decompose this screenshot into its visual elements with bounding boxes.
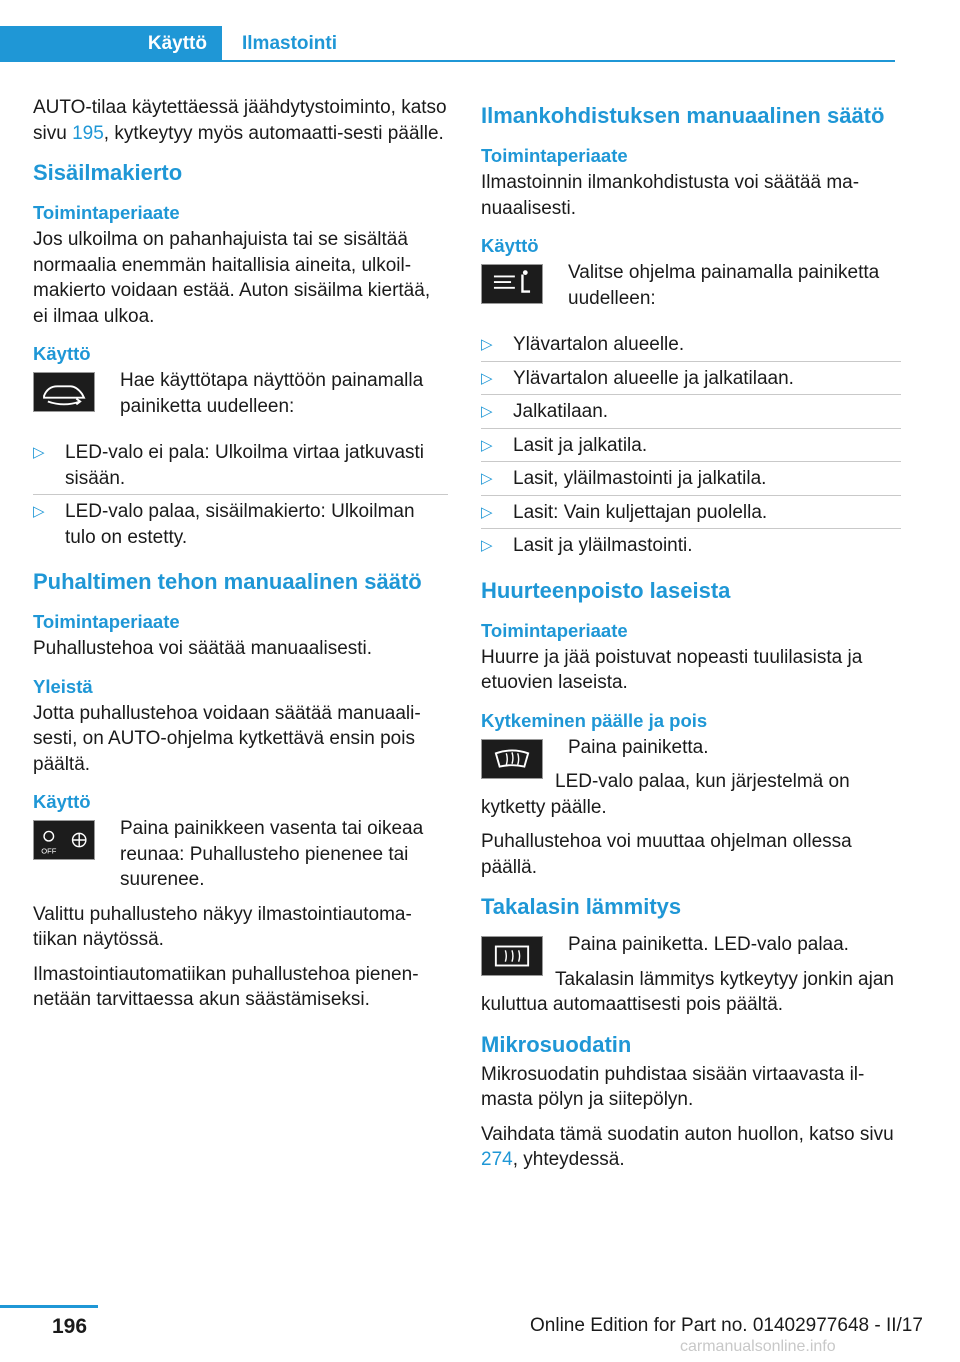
recirc-use-heading: Käyttö: [33, 343, 91, 364]
header-tab-active[interactable]: Käyttö: [0, 26, 222, 62]
defrost-switch-heading: Kytkeminen päälle ja pois: [481, 709, 708, 731]
header-tab-other[interactable]: Ilmastointi: [242, 33, 338, 54]
micro-p1: Mikrosuodatin puhdistaa sisään virtaavasta il‐masta pölyn ja siitepölyn.: [481, 1063, 865, 1110]
airdist-icon-row: [481, 260, 901, 320]
rear-p: Takalasin lämmitys kytkeytyy jonkin ajan kuluttua automaattisesti pois päältä.: [481, 968, 894, 1015]
defrost-press-text: Paina painiketta.: [568, 736, 709, 758]
list-item-text: Lasit, yläilmastointi ja jalkatila.: [513, 468, 767, 489]
micro-p2-text: Vaihdata tämä suodatin auton huollon, katso sivu: [481, 1123, 894, 1145]
blower-principle-text: Puhallustehoa voi säätää manuaalisesti.: [33, 638, 373, 659]
recirc-use-text: Hae käyttötapa näyttöön painamalla painiketta uudelleen:: [120, 370, 424, 417]
list-item-text: Lasit ja yläilmastointi.: [513, 535, 693, 556]
list-item-text: Ylävartalon alueelle ja jalkatilaan.: [513, 367, 794, 389]
rear-icon-row: [481, 932, 901, 1018]
airdist-title: Ilmankohdistuksen manuaalinen säätö: [481, 103, 885, 128]
intro-paragraph: [33, 95, 448, 146]
air-distribution-button-icon: [481, 264, 543, 304]
blower-general-heading: Yleistä: [33, 675, 93, 697]
rear-press-text: Paina painiketta. LED-valo palaa.: [568, 934, 849, 955]
blower-p2: Ilmastointiautomatiikan puhallustehoa pienen‐netään tarvittaessa akun säästämiseksi.: [33, 963, 419, 1010]
triangle-bullet-icon: ▷: [481, 470, 493, 487]
blower-icon-row: [33, 816, 448, 893]
defrost-icon-row: [481, 735, 901, 821]
triangle-bullet-icon: ▷: [33, 444, 45, 461]
fan-button-icon: [33, 820, 95, 860]
triangle-bullet-icon: ▷: [481, 369, 493, 387]
header-rule: [0, 60, 895, 62]
intro-text: AUTO-tilaa käytettäessä jäähdytystoiminto, katso sivu: [33, 97, 447, 144]
blower-use-heading: Käyttö: [33, 791, 91, 812]
list-item-text: Lasit: Vain kuljettajan puolella.: [513, 501, 768, 523]
recirculation-button-icon: [33, 372, 95, 412]
list-item: [481, 529, 901, 562]
list-item-text: Ylävartalon alueelle.: [513, 334, 685, 355]
airdist-principle-heading: Toimintaperiaate: [481, 145, 628, 166]
page-link-274[interactable]: 274: [481, 1149, 513, 1170]
list-item-text: Jalkatilaan.: [513, 401, 609, 422]
triangle-bullet-icon: ▷: [481, 436, 493, 454]
triangle-bullet-icon: ▷: [481, 336, 493, 353]
recirc-principle-text: Jos ulkoilma on pahanhajuista tai se sisältää normaalia enemmän haitallisia aineita, ulkoil‐makierto voidaan estää. Auton sisäilma kiertää, ei ilmaa ulkoa.: [33, 229, 431, 327]
blower-general-text: Jotta puhallustehoa voidaan säätää manuaali‐sesti, on AUTO-ohjelma kytkettävä ensin pois päältä.: [33, 702, 421, 775]
rear-title: Takalasin lämmitys: [481, 894, 682, 919]
list-item: [33, 436, 448, 495]
list-item-text: Lasit ja jalkatila.: [513, 434, 648, 456]
rear-window-heating-button-icon: [481, 936, 543, 976]
triangle-bullet-icon: ▷: [481, 503, 493, 521]
triangle-bullet-icon: ▷: [481, 537, 493, 554]
airdist-use-heading: Käyttö: [481, 235, 539, 256]
list-item: [481, 395, 901, 429]
page-number: 196: [52, 1315, 88, 1338]
windshield-defrost-button-icon: [481, 739, 543, 779]
micro-title: Mikrosuodatin: [481, 1031, 632, 1057]
recirc-icon-row: [33, 368, 448, 428]
airdist-use-text: Valitse ohjelma painamalla painiketta uudelleen:: [568, 262, 880, 309]
list-item: [33, 495, 448, 553]
fan-off-label: OFF: [41, 846, 57, 856]
watermark: carmanualsonline.info: [680, 1338, 836, 1355]
triangle-bullet-icon: ▷: [33, 503, 45, 520]
triangle-bullet-icon: ▷: [481, 403, 493, 420]
micro-p2: [481, 1122, 901, 1173]
blower-title: Puhaltimen tehon manuaalinen säätö: [33, 569, 422, 594]
defrost-led-text: LED-valo palaa, kun järjestelmä on kytketty päälle.: [481, 771, 850, 818]
defrost-principle-text: Huurre ja jää poistuvat nopeasti tuulilasista ja etuovien laseista.: [481, 646, 863, 693]
recirc-title: Sisäilmakierto: [33, 160, 183, 185]
recirc-principle-heading: Toimintaperiaate: [33, 202, 180, 223]
airdist-principle-text: Ilmastoinnin ilmankohdistusta voi säätää ma‐nuaalisesti.: [481, 172, 860, 219]
blower-p1: Valittu puhallusteho näkyy ilmastointiautoma‐tiikan näytössä.: [33, 903, 412, 950]
list-item: [481, 462, 901, 496]
list-item: [481, 362, 901, 396]
blower-principle-heading: Toimintaperiaate: [33, 611, 180, 632]
recirc-list: [33, 436, 448, 553]
page-link-195[interactable]: 195: [72, 122, 104, 144]
left-column: [33, 95, 448, 1022]
defrost-principle-heading: Toimintaperiaate: [481, 619, 628, 641]
micro-p2-text-end: , yhteydessä.: [512, 1149, 625, 1170]
edition-info: Online Edition for Part no. 01402977648 - II/17: [530, 1315, 923, 1336]
blower-use-text: Paina painikkeen vasenta tai oikeaa reunaa: Puhallusteho pienenee tai suurenee.: [120, 818, 424, 890]
list-item: [481, 429, 901, 463]
defrost-p: Puhallustehoa voi muuttaa ohjelman ollessa päällä.: [481, 831, 852, 878]
list-item-text: LED-valo palaa, sisäilmakierto: Ulkoilman tulo on estetty.: [65, 501, 415, 548]
list-item: [481, 328, 901, 362]
airdist-list: [481, 328, 901, 562]
footer-rule: [0, 1305, 98, 1308]
right-column: [481, 95, 901, 1182]
defrost-title: Huurteenpoisto laseista: [481, 577, 731, 603]
list-item: [481, 496, 901, 530]
list-item-text: LED-valo ei pala: Ulkoilma virtaa jatkuvasti sisään.: [65, 442, 425, 489]
intro-text-end: , kytkeytyy myös automaatti‐sesti päälle.: [103, 122, 444, 144]
